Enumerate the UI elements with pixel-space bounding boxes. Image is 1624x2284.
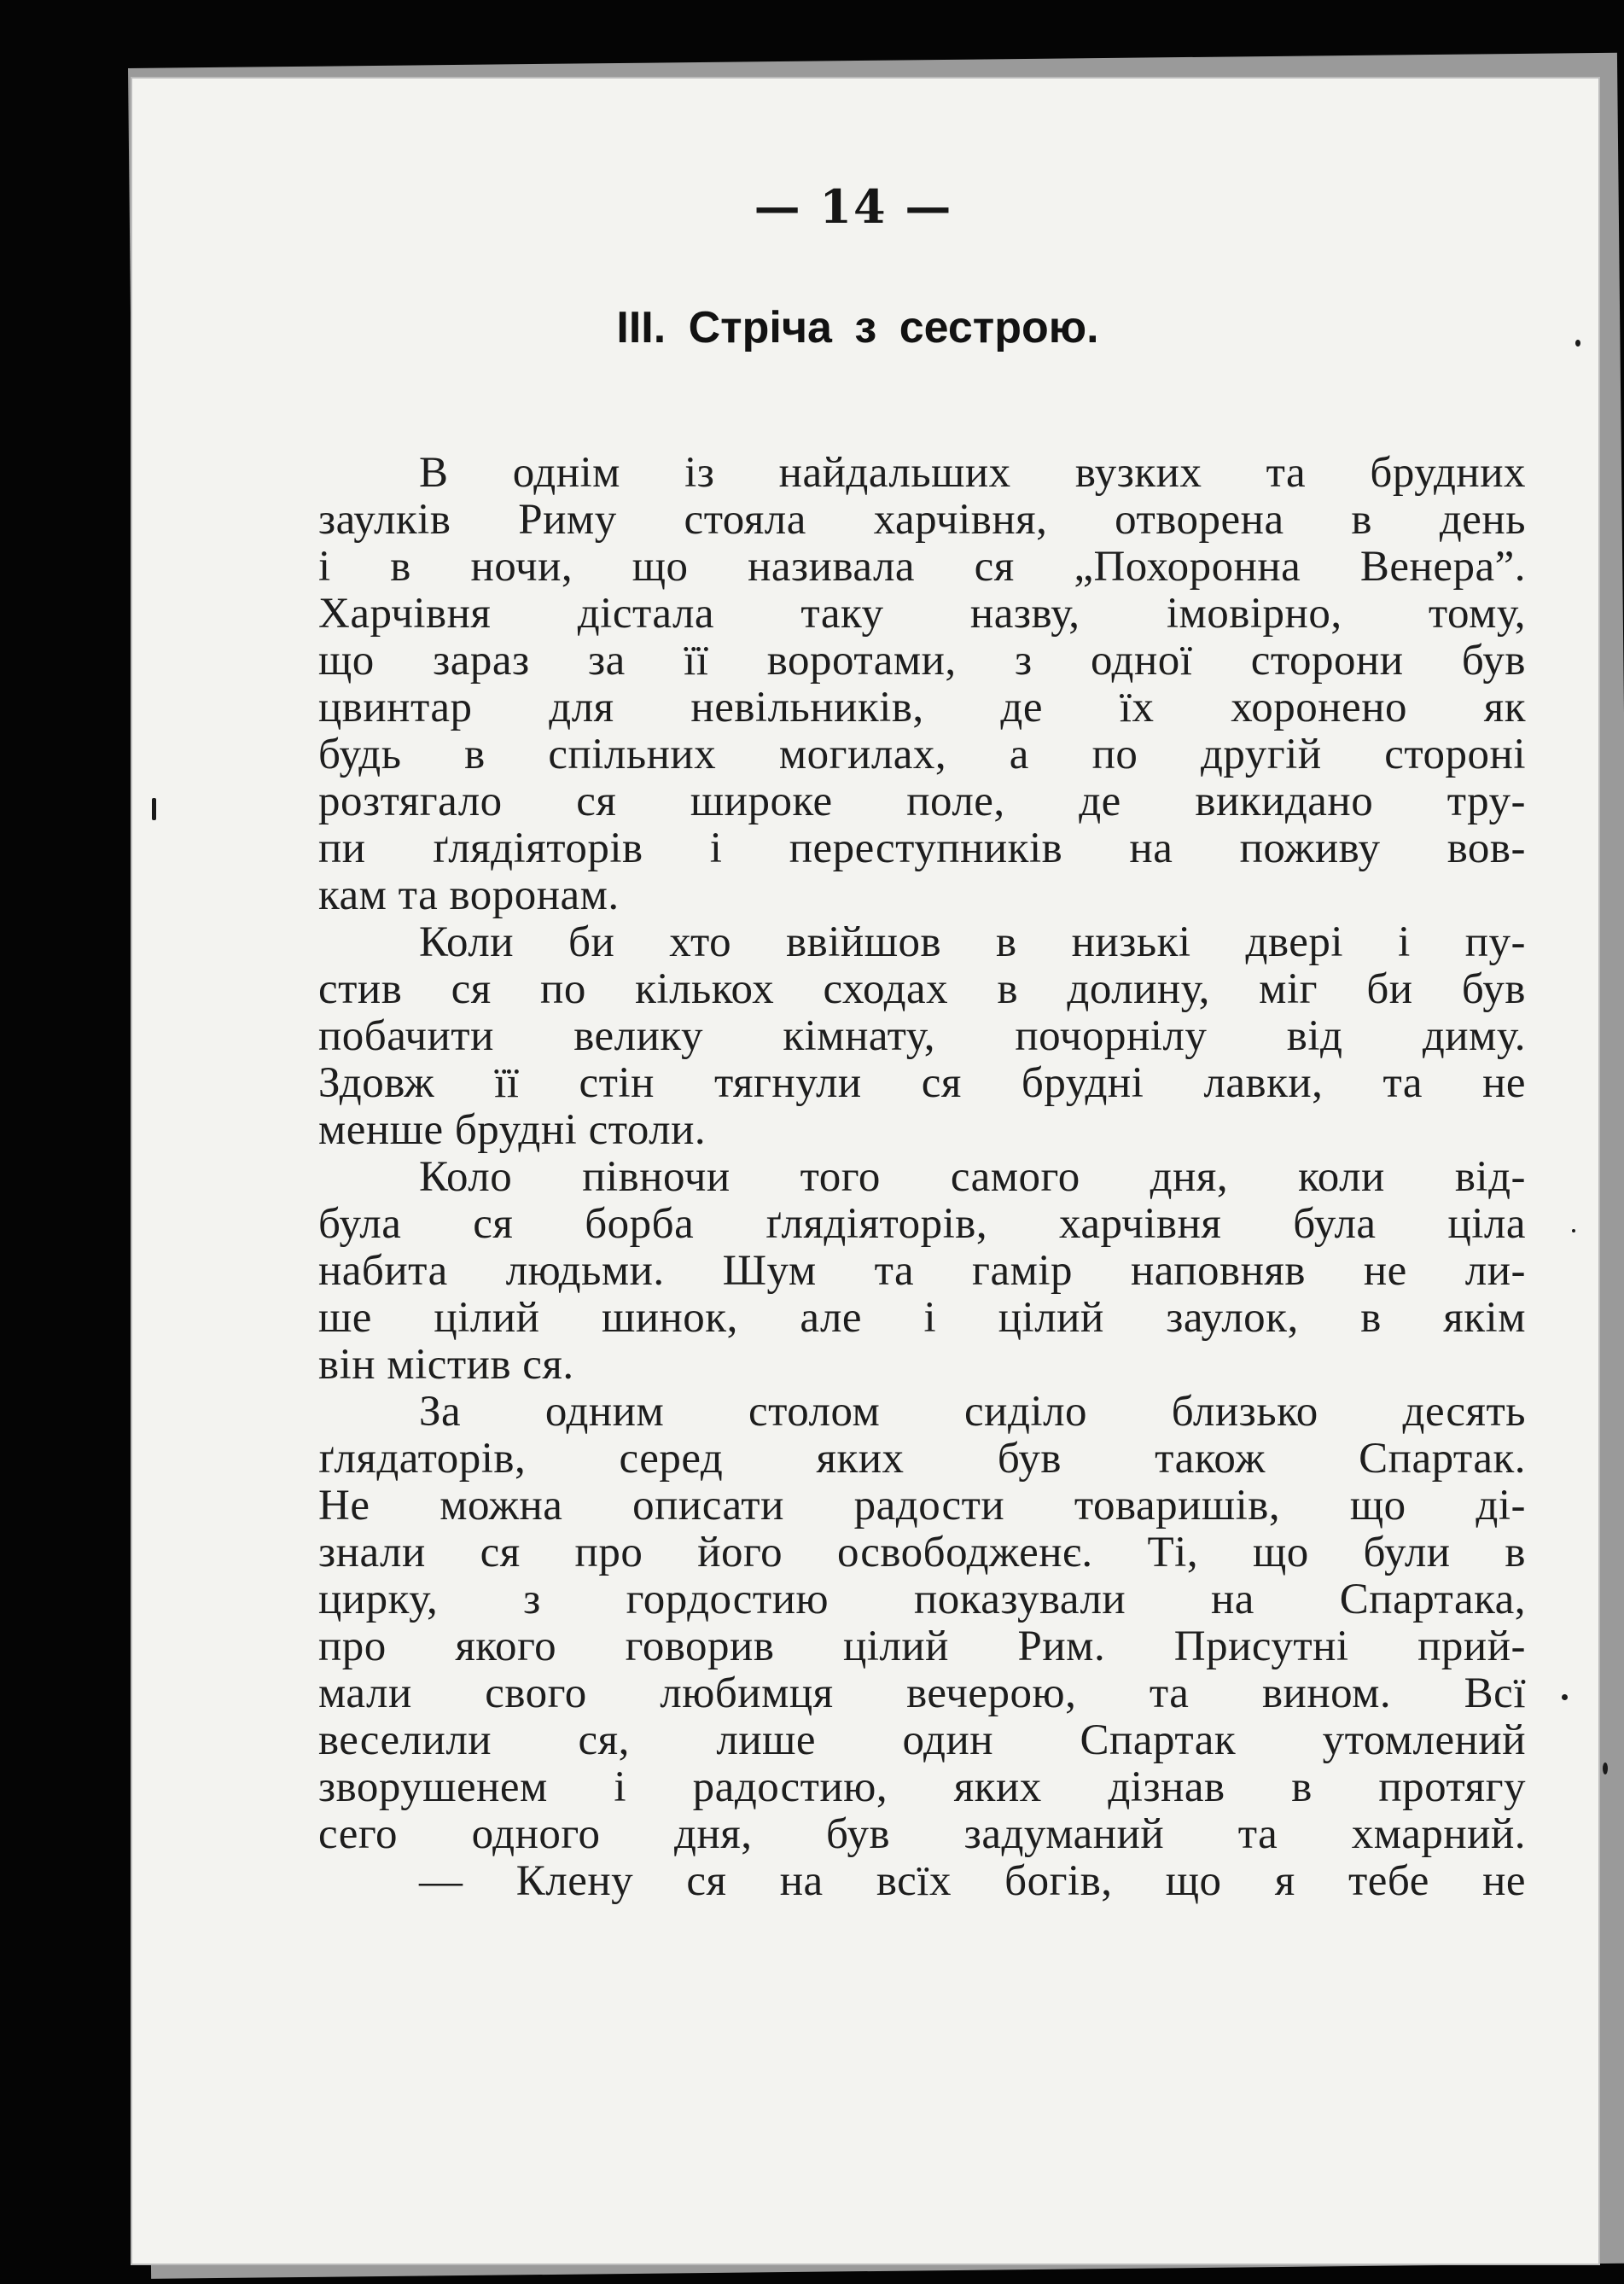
text-line: була ся борба ґлядіяторів, харчівня була ціла: [318, 1200, 1526, 1248]
text-line: ше цілий шинок, але і цілий заулок, в якім: [318, 1294, 1526, 1342]
text-line: Здовж її стін тягнули ся брудні лавки, та не: [318, 1059, 1526, 1107]
text-line: сего одного дня, був задуманий та хмарний.: [318, 1810, 1526, 1858]
page-number: — 14 —: [754, 179, 953, 234]
scan-speck: [1572, 1229, 1575, 1232]
text-line: Коли би хто ввійшов в низькі двері і пу-: [419, 918, 1526, 966]
scan-speck: [1575, 340, 1580, 347]
text-line: заулків Риму стояла харчівня, отворена в день: [318, 496, 1526, 544]
text-line: цирку, з гордостию показували на Спартака,: [318, 1576, 1526, 1623]
text-line: цвинтар для невільників, де їх хоронено як: [318, 684, 1526, 731]
text-line: і в ночи, що називала ся „Похоронна Венера”.: [318, 543, 1526, 591]
paragraph-4: [318, 1389, 1526, 1858]
text-line: ґлядаторів, серед яких був також Спартак.: [318, 1435, 1526, 1483]
text-line: мали свого любимця вечерою, та вином. Всї: [318, 1669, 1526, 1717]
scan-speck: [1603, 1763, 1608, 1774]
text-line: пи ґлядіяторів і переступників на поживу вов-: [318, 824, 1526, 872]
text-line: зворушенем і радостию, яких дізнав в протягу: [318, 1763, 1526, 1811]
chapter-title: III. Стріча з сестрою.: [616, 303, 1099, 353]
text-line: знали ся про його освободженє. Ті, що були в: [318, 1529, 1526, 1576]
text-line: кам та воронам.: [318, 871, 620, 919]
text-line: про якого говорив цілий Рим. Присутні прий-: [318, 1623, 1526, 1670]
scan-speck: [152, 798, 156, 820]
body-text: [318, 450, 1526, 1905]
text-line: Не можна описати радости товаришів, що ді-: [318, 1482, 1526, 1529]
text-line: набита людьми. Шум та гамір наповняв не ли-: [318, 1247, 1526, 1295]
text-line: менше брудні столи.: [318, 1106, 707, 1154]
text-line: Коло півночи того самого дня, коли від-: [419, 1153, 1526, 1201]
text-line: будь в спільних могилах, а по другій стороні: [318, 731, 1526, 778]
text-line: розтягало ся широке поле, де викидано тру-: [318, 778, 1526, 825]
text-line: побачити велику кімнату, почорнілу від диму.: [318, 1012, 1526, 1060]
text-line: В однім із найдальших вузких та брудних: [419, 449, 1526, 497]
text-line: він містив ся.: [318, 1341, 574, 1389]
scan-speck: [1562, 1694, 1568, 1700]
text-line: веселили ся, лише один Спартак утомлений: [318, 1716, 1526, 1764]
paragraph-1: [318, 450, 1526, 919]
paragraph-5: [318, 1858, 1526, 1905]
text-line: що зараз за її воротами, з одної сторони був: [318, 637, 1526, 685]
text-line: стив ся по кількох сходах в долину, міг би був: [318, 965, 1526, 1013]
text-line: — Клену ся на всїх богів, що я тебе не: [419, 1857, 1526, 1905]
text-line: За одним столом сиділо близько десять: [419, 1388, 1526, 1436]
paragraph-2: [318, 919, 1526, 1154]
text-line: Харчівня дістала таку назву, імовірно, тому,: [318, 590, 1526, 638]
paragraph-3: [318, 1154, 1526, 1389]
book-page: [132, 79, 1598, 2264]
